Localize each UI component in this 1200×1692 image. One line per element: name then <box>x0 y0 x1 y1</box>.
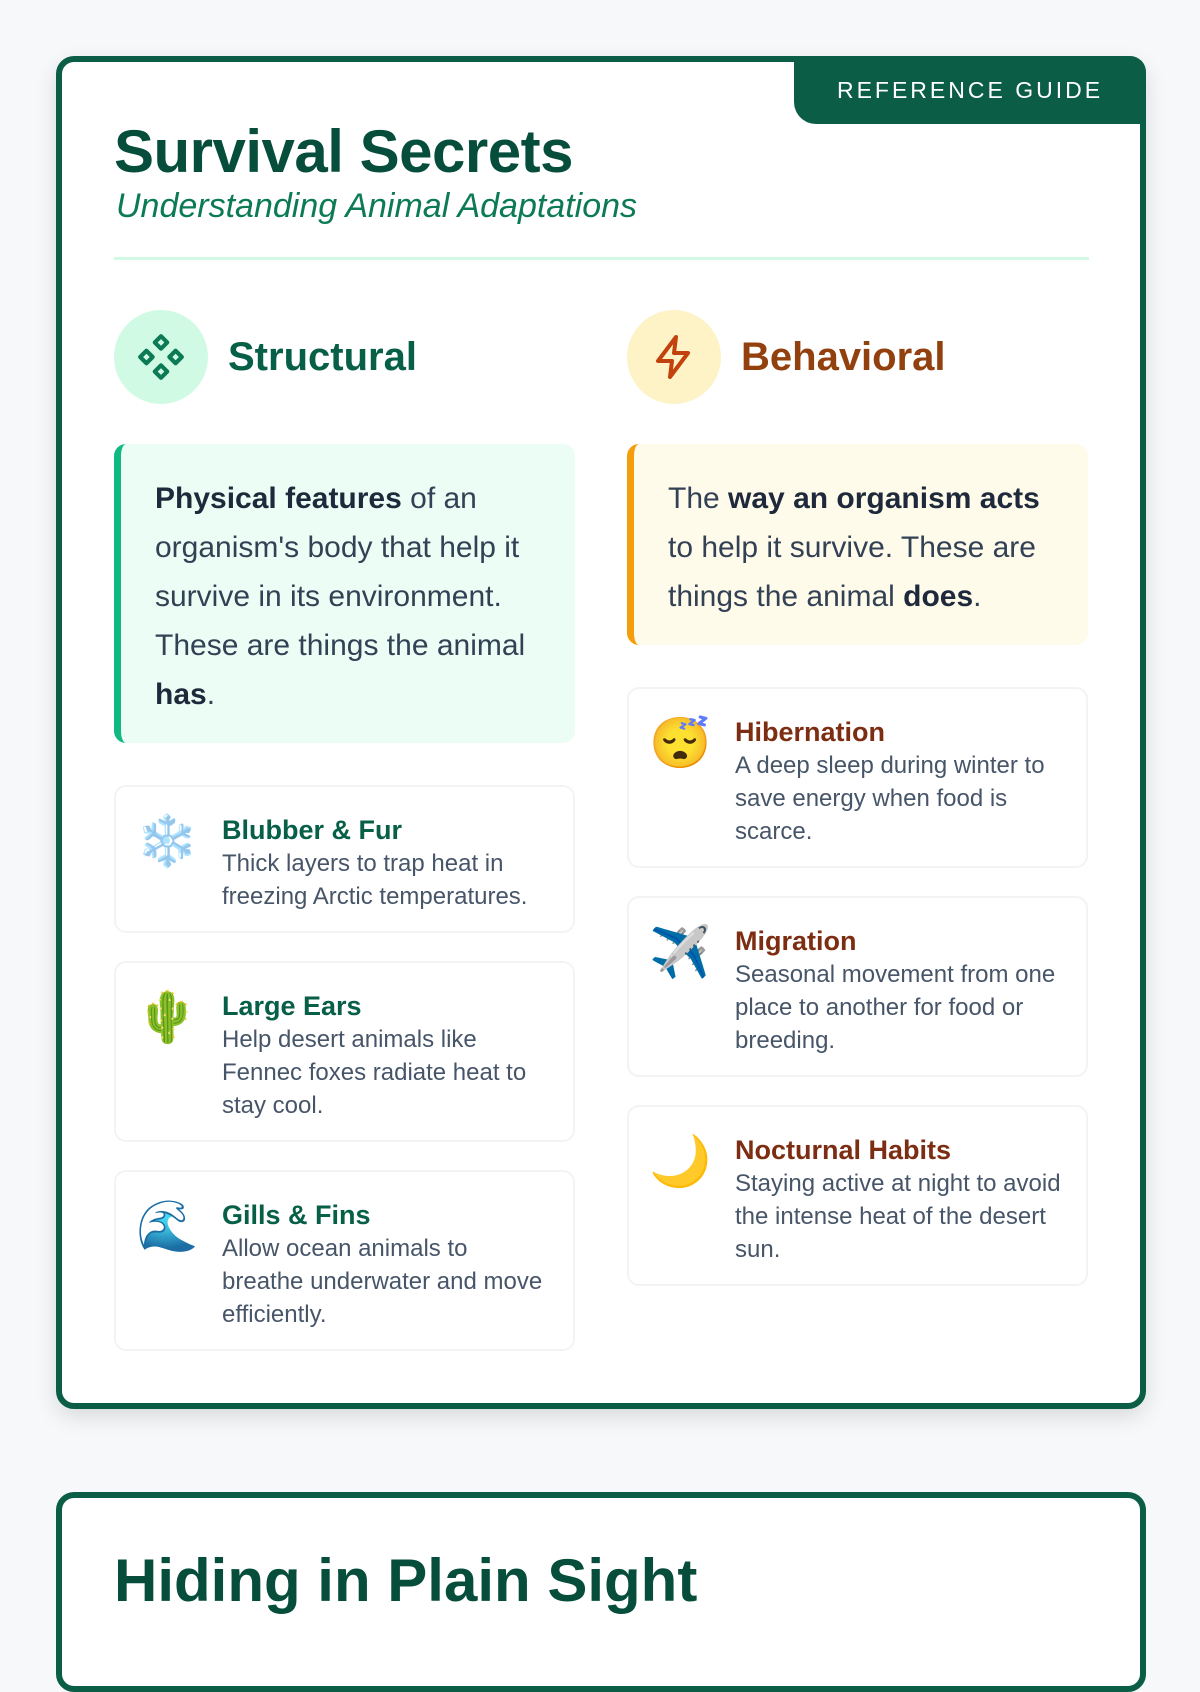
list-item <box>114 961 575 1142</box>
divider <box>114 257 1089 260</box>
list-item <box>114 1170 575 1351</box>
structural-description <box>114 444 575 743</box>
desc-text: The <box>668 482 729 515</box>
moon-icon: 🌙 <box>649 1133 712 1189</box>
list-item <box>114 785 575 933</box>
list-item <box>627 896 1088 1077</box>
structural-header <box>114 310 575 404</box>
sleeping-face-icon: 😴 <box>649 715 712 771</box>
desc-text: of an organism's body that help it survive in its environment. These are things the animal <box>155 482 526 662</box>
cactus-icon: 🌵 <box>136 989 199 1045</box>
item-text: Help desert animals like Fennec foxes radiate heat to stay cool. <box>222 1026 527 1119</box>
desc-emphasis: Physical features <box>155 482 402 515</box>
behavioral-description <box>627 444 1088 645</box>
desc-emphasis: does <box>903 580 974 613</box>
item-title: Hibernation <box>735 717 886 747</box>
page-subtitle: Understanding Animal Adaptations <box>116 187 638 225</box>
behavioral-header <box>627 310 1088 404</box>
item-title: Large Ears <box>222 991 362 1021</box>
section-title: Hiding in Plain Sight <box>114 1547 698 1614</box>
page-title: Survival Secrets <box>114 118 573 185</box>
item-text: Staying active at night to avoid the intense heat of the desert sun. <box>735 1170 1061 1263</box>
structural-heading: Structural <box>228 334 417 379</box>
snowflake-icon: ❄️ <box>136 813 199 869</box>
item-text: Allow ocean animals to breathe underwater and move efficiently. <box>222 1235 543 1328</box>
item-title: Migration <box>735 926 857 956</box>
item-text: Thick layers to trap heat in freezing Arctic temperatures. <box>222 850 528 910</box>
desc-text: . <box>973 580 982 613</box>
desc-emphasis: has <box>155 678 207 711</box>
item-text: Seasonal movement from one place to another for food or breeding. <box>735 961 1056 1054</box>
diamonds-icon <box>114 310 208 404</box>
desc-text: . <box>206 678 216 711</box>
desc-emphasis: way an organism acts <box>728 482 1040 515</box>
list-item <box>627 1105 1088 1286</box>
list-item <box>627 687 1088 868</box>
behavioral-heading: Behavioral <box>741 334 946 379</box>
reference-guide-badge: REFERENCE GUIDE <box>794 56 1146 124</box>
wave-icon: 🌊 <box>136 1198 199 1254</box>
structural-column <box>114 310 575 1351</box>
lightning-icon <box>627 310 721 404</box>
behavioral-column <box>627 310 1088 1286</box>
item-title: Nocturnal Habits <box>735 1135 952 1165</box>
reference-card <box>56 56 1146 1409</box>
item-title: Gills & Fins <box>222 1200 371 1230</box>
desc-text: to help it survive. These are things the animal <box>668 531 1036 613</box>
item-text: A deep sleep during winter to save energy when food is scarce. <box>735 752 1045 845</box>
next-section-card <box>56 1492 1146 1692</box>
item-title: Blubber & Fur <box>222 815 402 845</box>
airplane-icon: ✈️ <box>649 924 712 980</box>
